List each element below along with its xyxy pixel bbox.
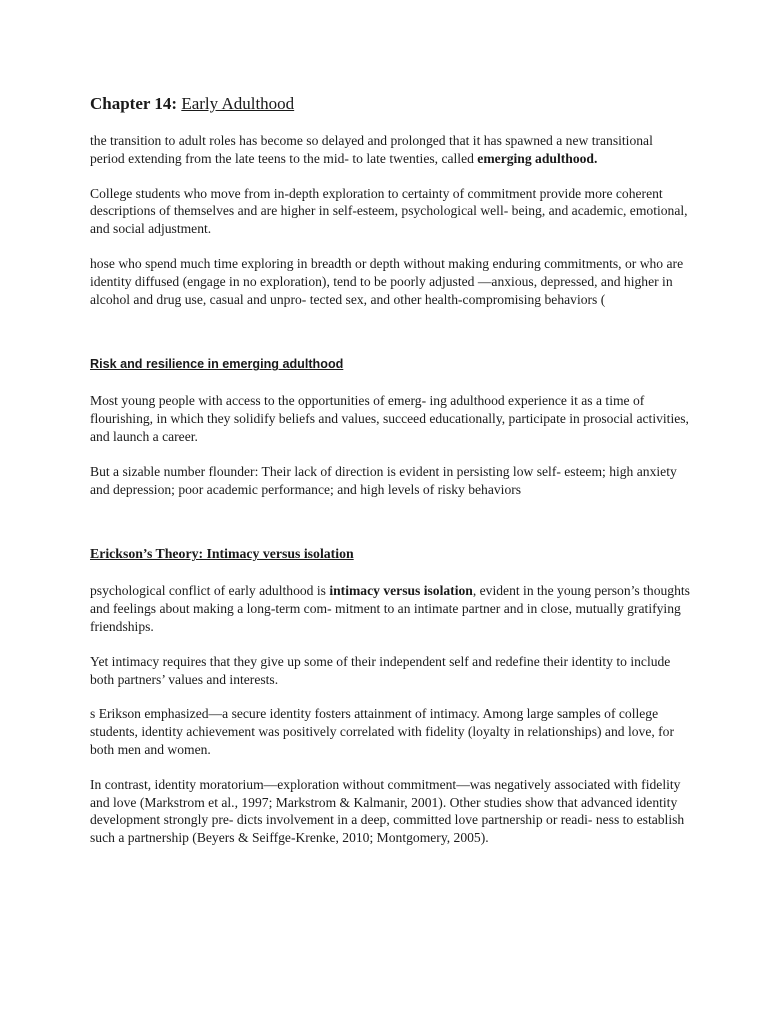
risk-paragraph-2: But a sizable number flounder: Their lack of direction is evident in persisting low self- esteem; high anxiety and depression; poor academic performance; and high levels of risky behaviors: [90, 463, 677, 497]
erickson-paragraph-4: In contrast, identity moratorium—exploration without commitment—was negatively associated with fidelity and love (Markstrom et al., 1997; Markstrom & Kalmanir, 2001). Other studies show that advanced identity development strongly pre- dicts involvement in a deep, committed love partnership or readi- ness to establish such a partnership (Beyers & Seiffge-Krenke, 2010; Montgomery, 2005).: [90, 776, 685, 846]
intro-paragraph-3: hose who spend much time exploring in breadth or depth without making enduring commitments, or who are identity diffused (engage in no exploration), tend to be poorly adjusted —anxious, depressed, and higher in alcohol and drug use, casual and unpro- tected sex, and other health-compromising behaviors (: [90, 255, 684, 307]
intro-p1-bold: emerging adulthood.: [477, 150, 598, 166]
erickson-paragraph-2: Yet intimacy requires that they give up some of their independent self and redefine their identity to include both partners’ values and interests.: [90, 653, 671, 687]
chapter-label: Chapter 14: [90, 94, 172, 113]
erickson-p1-bold: intimacy versus isolation: [329, 583, 473, 599]
risk-heading: Risk and resilience in emerging adulthood: [90, 357, 344, 372]
document-page: [90, 94, 690, 847]
chapter-title: [90, 94, 690, 114]
erickson-paragraph-1: [90, 582, 690, 635]
erickson-p1-pre: psychological conflict of early adulthood is: [90, 583, 330, 599]
intro-p1-text: the transition to adult roles has become so delayed and prolonged that it has spawned a new transitional period extending from the late teens to the mid- to late twenties, called: [90, 133, 653, 166]
erickson-paragraph-3: s Erikson emphasized—a secure identity fosters attainment of intimacy. Among large samples of college students, identity achievement was positively correlated with fidelity (loyalty in relationships) and love, for both men and women.: [90, 706, 675, 757]
risk-paragraph-1: Most young people with access to the opportunities of emerg- ing adulthood experience it as a time of flourishing, in which they solidify beliefs and values, succeed educationally, participate in prosocial activities, and launch a career.: [90, 393, 689, 444]
chapter-separator: :: [171, 94, 182, 113]
chapter-name: Early Adulthood: [181, 94, 295, 113]
intro-paragraph-1: [90, 132, 690, 168]
erickson-heading: Erickson’s Theory: Intimacy versus isolation: [90, 546, 354, 562]
erickson-p1-post: , evident in the young person’s thoughts and feelings about making a long-term com- mitment to an intimate partner and in close, mutually gratifying friendships.: [90, 583, 690, 634]
intro-paragraph-2: College students who move from in-depth exploration to certainty of commitment provide more coherent descriptions of themselves and are higher in self-esteem, psychological well- being, and academic, emotional, and social adjustment.: [90, 185, 688, 237]
